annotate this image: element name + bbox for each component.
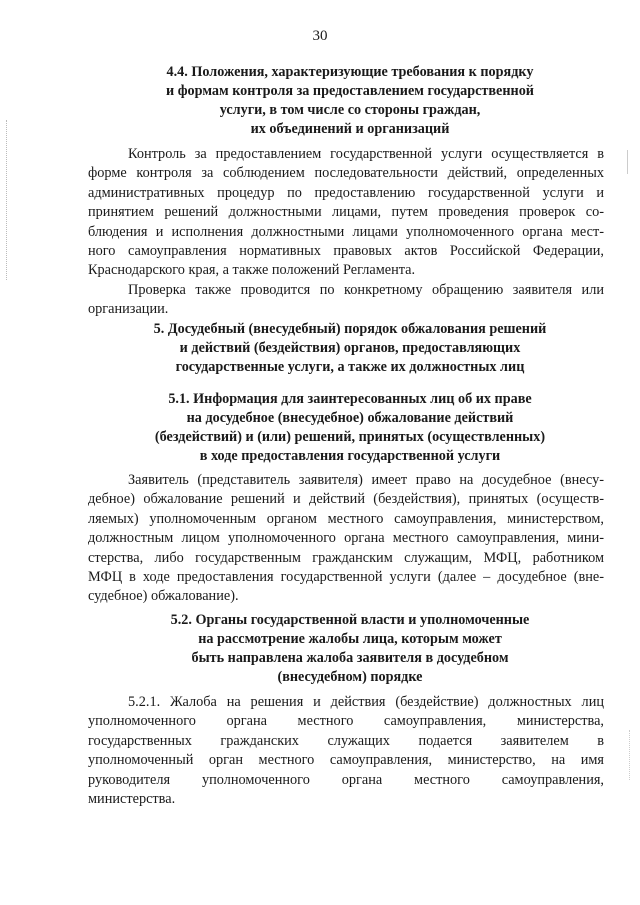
heading-line: на рассмотрение жалобы лица, которым может <box>198 631 502 647</box>
text-line: ляемых) уполномоченным органом местного самоуправления, министерством, <box>88 510 604 527</box>
text-line: уполномоченного органа местного самоуправления, министерства, <box>88 713 604 730</box>
text-line: принятием решений должностными лицами, путем проведения проверок со- <box>88 204 604 221</box>
heading-line: 5. Досудебный (внесудебный) порядок обжалования решений <box>153 321 547 337</box>
heading-line: быть направлена жалоба заявителя в досудебном <box>191 650 509 666</box>
text-line: форме контроля за соблюдением последовательности действий, определенных <box>88 165 604 182</box>
text-line: должностным лицом уполномоченного органа местного самоуправления, мини- <box>88 530 604 547</box>
text-line: стерства, либо государственным гражданским служащим, МФЦ, работником <box>88 549 604 566</box>
text-line: руководителя уполномоченного органа местного самоуправления, <box>88 771 604 788</box>
section-5-heading <box>80 320 620 377</box>
text-line: дебное) обжалование решений и действий (бездействия), принятых (осуществ- <box>88 491 604 508</box>
text-line: Заявитель (представитель заявителя) имеет право на досудебное (внесу- <box>128 472 604 488</box>
heading-line: (бездействий) и (или) решений, принятых (осуществленных) <box>154 429 546 445</box>
scan-margin-mark-right-lower <box>629 730 632 780</box>
section-5-2-1-paragraph <box>88 693 604 809</box>
heading-line: 4.4. Положения, характеризующие требования к порядку <box>166 64 534 80</box>
heading-line: и действий (бездействия) органов, предоставляющих <box>179 340 521 356</box>
section-4-4-paragraph-2 <box>88 281 604 320</box>
heading-line: и формам контроля за предоставлением государственной <box>166 83 534 99</box>
heading-line: в ходе предоставления государственной услуги <box>199 448 501 464</box>
text-line: судебное) обжалование). <box>88 588 239 605</box>
section-5-1-heading <box>80 390 620 466</box>
text-line: МФЦ в ходе предоставления государственной услуги (далее – досудебное (вне- <box>88 569 604 586</box>
heading-line: государственные услуги, а также их должностных лиц <box>175 359 525 375</box>
scan-margin-mark-right <box>627 150 630 174</box>
text-line: Проверка также проводится по конкретному обращению заявителя или <box>128 282 604 298</box>
heading-line: (внесудебном) порядке <box>277 669 423 685</box>
section-5-1-paragraph <box>88 471 604 607</box>
scan-margin-mark <box>6 120 11 280</box>
text-line: государственных гражданских служащих подается заявителем в <box>88 732 604 749</box>
text-line: министерства. <box>88 791 176 808</box>
section-4-4-heading <box>80 63 620 139</box>
heading-line: 5.2. Органы государственной власти и уполномоченные <box>170 612 530 628</box>
text-line: административных процедур по предоставлению государственной услуги и <box>88 184 604 201</box>
text-line: Контроль за предоставлением государственной услуги осуществляется в <box>128 146 604 162</box>
text-line: Краснодарского края, а также положений Регламента. <box>88 262 416 279</box>
section-4-4-paragraph-1 <box>88 145 604 281</box>
text-line: организации. <box>88 301 169 318</box>
heading-line: 5.1. Информация для заинтересованных лиц об их праве <box>168 391 532 407</box>
heading-line: услуги, в том числе со стороны граждан, <box>219 102 481 118</box>
text-line: уполномоченный орган местного самоуправления, министерство, на имя <box>88 752 604 769</box>
text-line: 5.2.1. Жалоба на решения и действия (бездействие) должностных лиц <box>128 694 604 710</box>
text-line: ного самоуправления нормативных правовых актов Российской Федерации, <box>88 243 604 260</box>
section-5-2-heading <box>80 611 620 687</box>
heading-line: на досудебное (внесудебное) обжалование действий <box>186 410 514 426</box>
page-number: 30 <box>312 28 328 44</box>
heading-line: их объединений и организаций <box>250 121 450 137</box>
text-line: блюдения и исполнения должностными лицами уполномоченного органа мест- <box>88 223 604 240</box>
